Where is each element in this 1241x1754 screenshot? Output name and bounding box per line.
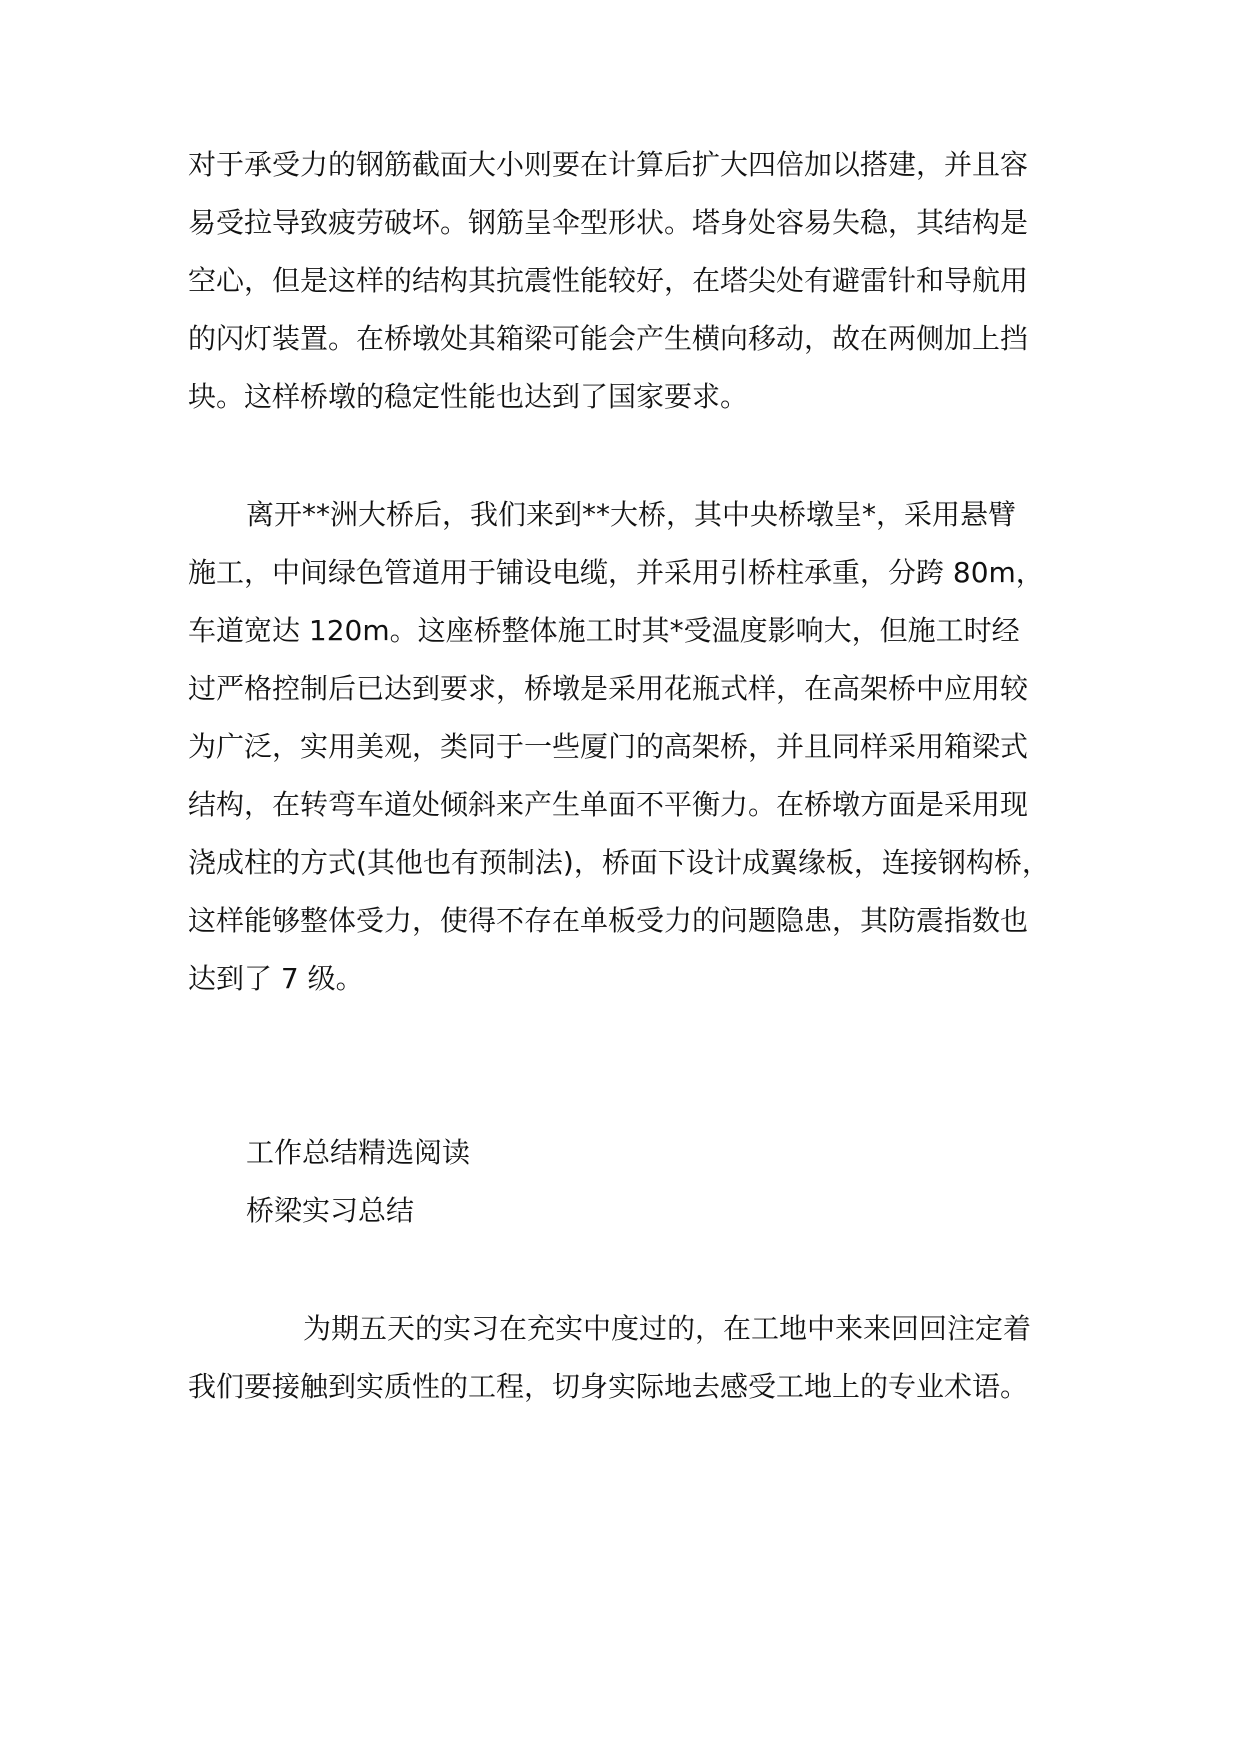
paragraph-1-line-3: 空心，但是这样的结构其抗震性能较好，在塔尖处有避雷针和导航用 xyxy=(188,264,1029,297)
paragraph-2-line-3: 车道宽达 120m。这座桥整体施工时其*受温度影响大，但施工时经 xyxy=(188,614,1020,647)
paragraph-2-line-8: 这样能够整体受力，使得不存在单板受力的问题隐患，其防震指数也 xyxy=(188,904,1029,937)
closing-paragraph-line-1: 为期五天的实习在充实中度过的，在工地中来来回回注定着 xyxy=(303,1312,1032,1345)
paragraph-1-line-1: 对于承受力的钢筋截面大小则要在计算后扩大四倍加以搭建，并且容 xyxy=(188,148,1029,181)
paragraph-2-line-4: 过严格控制后已达到要求，桥墩是采用花瓶式样，在高架桥中应用较 xyxy=(188,672,1029,705)
paragraph-1-line-2: 易受拉导致疲劳破坏。钢筋呈伞型形状。塔身处容易失稳，其结构是 xyxy=(188,206,1029,239)
paragraph-2-line-1: 离开**洲大桥后，我们来到**大桥，其中央桥墩呈*，采用悬臂 xyxy=(246,498,1017,531)
paragraph-2-line-7: 浇成柱的方式(其他也有预制法)，桥面下设计成翼缘板，连接钢构桥， xyxy=(188,846,1050,879)
paragraph-1-line-4: 的闪灯装置。在桥墩处其箱梁可能会产生横向移动，故在两侧加上挡 xyxy=(188,322,1029,355)
paragraph-2-line-5: 为广泛，实用美观，类同于一些厦门的高架桥，并且同样采用箱梁式 xyxy=(188,730,1029,763)
section-heading: 工作总结精选阅读 xyxy=(246,1136,471,1169)
closing-paragraph-line-2: 我们要接触到实质性的工程，切身实际地去感受工地上的专业术语。 xyxy=(188,1370,1029,1403)
paragraph-2-line-9: 达到了 7 级。 xyxy=(188,962,364,995)
paragraph-1-line-5: 块。这样桥墩的稳定性能也达到了国家要求。 xyxy=(188,380,749,413)
paragraph-2-line-6: 结构，在转弯车道处倾斜来产生单面不平衡力。在桥墩方面是采用现 xyxy=(188,788,1029,821)
article-title: 桥梁实习总结 xyxy=(246,1194,415,1227)
paragraph-2-line-2: 施工，中间绿色管道用于铺设电缆，并采用引桥柱承重，分跨 80m， xyxy=(188,556,1044,589)
